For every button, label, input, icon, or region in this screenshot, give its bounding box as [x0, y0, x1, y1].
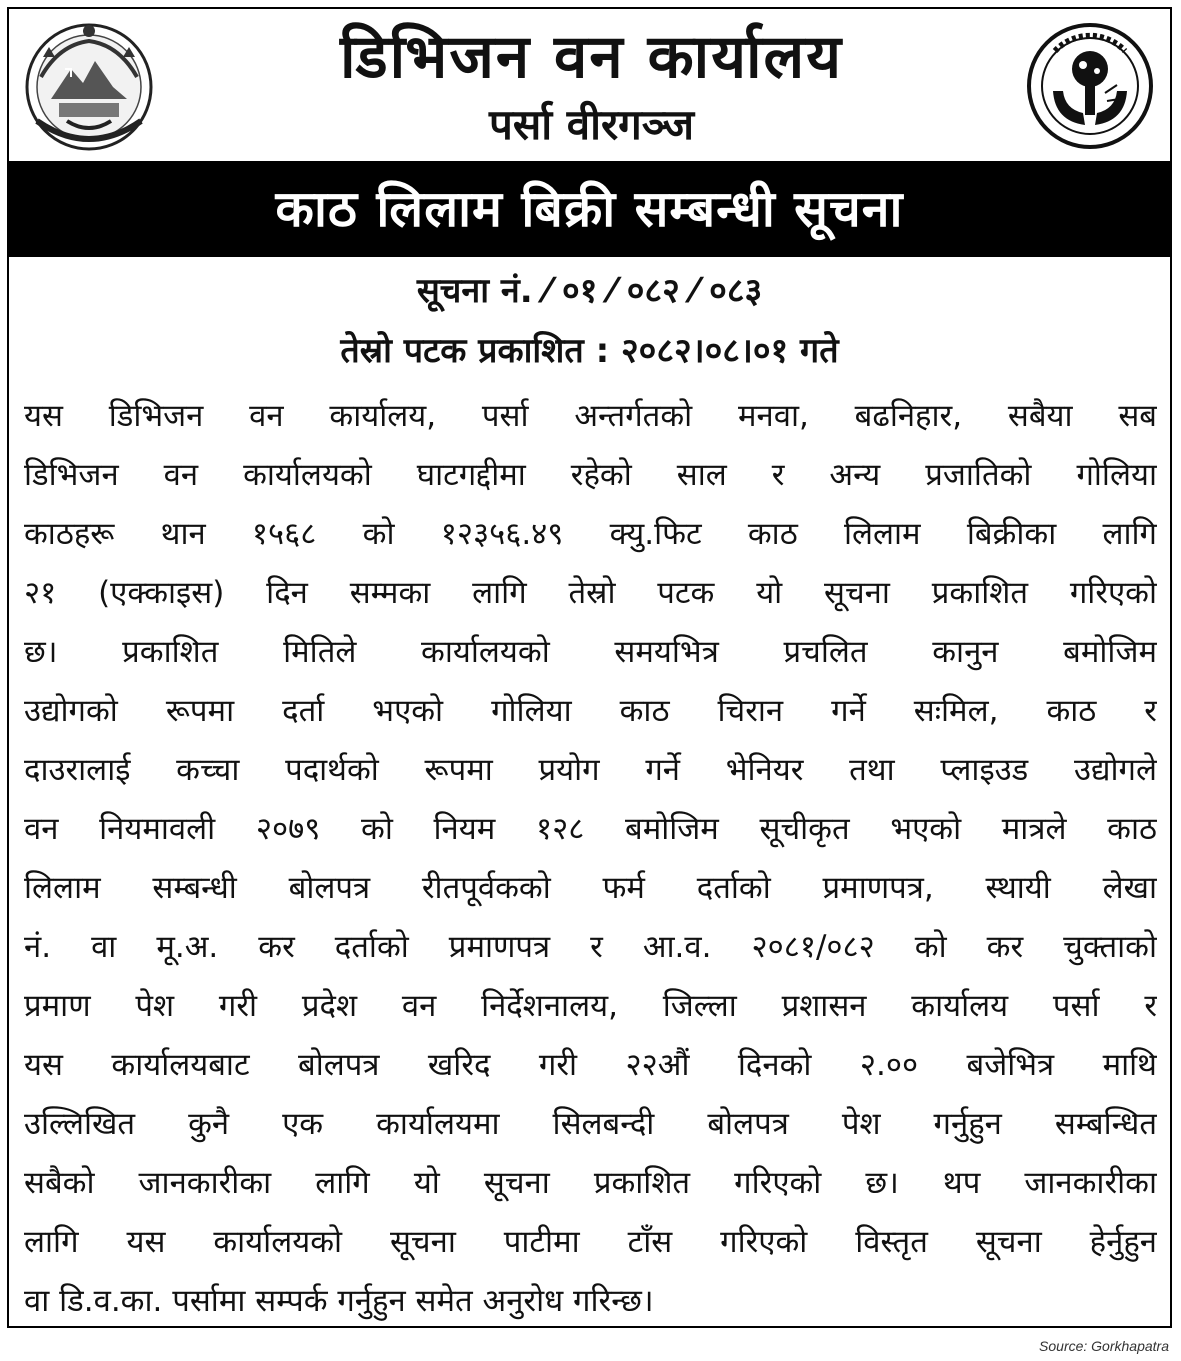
notice-frame	[7, 7, 1172, 1328]
notice-header	[9, 9, 1170, 161]
notice-number: सूचना नं. ⁄ ०१ ⁄ ०८२ ⁄ ०८३	[416, 271, 763, 311]
nepal-emblem-icon	[19, 17, 159, 157]
source-credit: Source: Gorkhapatra	[1039, 1338, 1169, 1354]
body-line: २१ (एक्काइस) दिन सम्मका लागि तेस्रो पटक यो सूचना प्रकाशित गरिएको	[24, 575, 1157, 611]
body-line: दाउरालाई कच्चा पदार्थको रूपमा प्रयोग गर्ने भेनियर तथा प्लाइउड उद्योगले	[24, 752, 1157, 788]
body-line: छ। प्रकाशित मितिले कार्यालयको समयभित्र प्रचलित कानुन बमोजिम	[24, 634, 1157, 670]
notice-body	[24, 387, 1157, 1331]
body-line: लागि यस कार्यालयको सूचना पाटीमा टाँस गरिएको विस्तृत सूचना हेर्नुहुन	[24, 1224, 1157, 1260]
body-line: उद्योगको रूपमा दर्ता भएको गोलिया काठ चिरान गर्ने सःमिल, काठ र	[24, 693, 1157, 729]
body-line: काठहरू थान १५६८ को १२३५६.४९ क्यु.फिट काठ लिलाम बिक्रीका लागि	[24, 516, 1157, 552]
body-line: सबैको जानकारीका लागि यो सूचना प्रकाशित गरिएको छ। थप जानकारीका	[24, 1165, 1157, 1201]
body-line: लिलाम सम्बन्धी बोलपत्र रीतपूर्वकको फर्म दर्ताको प्रमाणपत्र, स्थायी लेखा	[24, 870, 1157, 906]
body-line: वन नियमावली २०७९ को नियम १२८ बमोजिम सूचीकृत भएको मात्रले काठ	[24, 811, 1157, 847]
office-location: पर्सा वीरगञ्ज	[489, 100, 694, 149]
body-line: यस कार्यालयबाट बोलपत्र खरिद गरी २२औं दिनको २.०० बजेभित्र माथि	[24, 1047, 1157, 1083]
body-line: वा डि.व.का. पर्सामा सम्पर्क गर्नुहुन समेत अनुरोध गरिन्छ।	[24, 1283, 654, 1319]
body-line: यस डिभिजन वन कार्यालय, पर्सा अन्तर्गतको मनवा, बढनिहार, सबैया सब	[24, 398, 1157, 434]
body-line: प्रमाण पेश गरी प्रदेश वन निर्देशनालय, जिल्ला प्रशासन कार्यालय पर्सा र	[24, 988, 1157, 1024]
body-line: डिभिजन वन कार्यालयको घाटगद्दीमा रहेको साल र अन्य प्रजातिको गोलिया	[24, 457, 1157, 493]
publication-date: तेस्रो पटक प्रकाशित : २०८२।०८।०१ गते	[340, 331, 839, 371]
body-line: नं. वा मू.अ. कर दर्ताको प्रमाणपत्र र आ.व. २०८१/०८२ को कर चुक्ताको	[24, 929, 1157, 965]
forest-logo-icon	[1025, 21, 1155, 151]
office-name: डिभिजन वन कार्यालय	[339, 22, 844, 92]
body-line: उल्लिखित कुनै एक कार्यालयमा सिलबन्दी बोलपत्र पेश गर्नुहुन सम्बन्धित	[24, 1106, 1157, 1142]
notice-title: काठ लिलाम बिक्री सम्बन्धी सूचना	[9, 161, 1170, 257]
